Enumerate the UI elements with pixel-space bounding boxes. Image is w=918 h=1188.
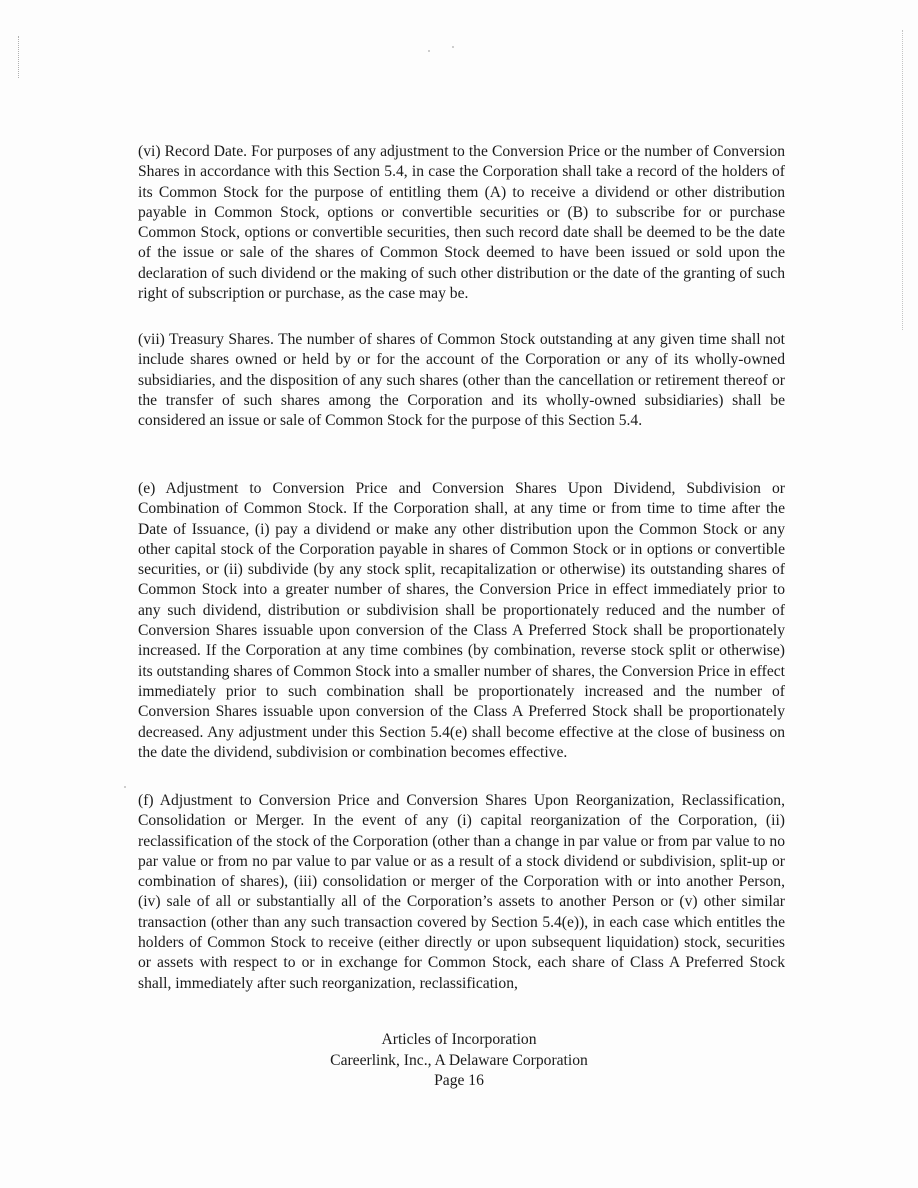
paragraph-reorganization-adjustment: (f) Adjustment to Conversion Price and Conversion Shares Upon Reorganization, Reclassification, Consolidation or Merger. In the event of any (i) capital reorganization of the Corporation, (ii) reclassification of the stock of the Corporation (other than a change in par value or from par value to no par value or from no par value to par value or as a result of a stock dividend or subdivision, split-up or combination of shares), (iii) consolidation or merger of the Corporation with or into another Person, (iv) sale of all or substantially all of the Corporation’s assets to another Person or (v) other similar transaction (other than any such transaction covered by Section 5.4(e)), in each case which entitles the holders of Common Stock to receive (either directly or upon subsequent liquidation) stock, securities or assets with respect to or in exchange for Common Stock, each share of Class A Preferred Stock shall, immediately after such reorganization, reclassification, <box>138 792 785 992</box>
footer-page-number: Page 16 <box>434 1072 484 1089</box>
scan-speck <box>452 46 454 48</box>
footer-company-name: Careerlink, Inc., A Delaware Corporation <box>330 1051 588 1069</box>
scan-speck <box>124 786 126 788</box>
scan-edge-left <box>18 36 20 78</box>
paragraph-treasury-shares: (vii) Treasury Shares. The number of shares of Common Stock outstanding at any given time shall not include shares owned or held by or for the account of the Corporation or any of its wholly-owned subsidiaries, and the disposition of any such shares (other than the cancellation or retirement thereof or the transfer of such shares among the Corporation and its wholly-owned subsidiaries) shall be considered an issue or sale of Common Stock for the purpose of this Section 5.4. <box>138 331 785 430</box>
scan-speck <box>428 50 430 52</box>
scan-edge-right <box>902 30 904 330</box>
footer-document-title: Articles of Incorporation <box>381 1031 537 1048</box>
paragraph-dividend-adjustment: (e) Adjustment to Conversion Price and Conversion Shares Upon Dividend, Subdivision or Combination of Common Stock. If the Corporation shall, at any time or from time to time after the Date of Issuance, (i) pay a dividend or make any other distribution upon the Common Stock or any other capital stock of the Corporation payable in shares of Common Stock or in options or convertible securities, or (ii) subdivide (by any stock split, recapitalization or otherwise) its outstanding shares of Common Stock into a greater number of shares, the Conversion Price in effect immediately prior to any such dividend, distribution or subdivision shall be proportionately reduced and the number of Conversion Shares issuable upon conversion of the Class A Preferred Stock shall be proportionately increased. If the Corporation at any time combines (by combination, reverse stock split or otherwise) its outstanding shares of Common Stock into a smaller number of shares, the Conversion Price in effect immediately prior to such combination shall be proportionately increased and the number of Conversion Shares issuable upon conversion of the Class A Preferred Stock shall be proportionately decreased. Any adjustment under this Section 5.4(e) shall become effective at the close of business on the date the dividend, subdivision or combination becomes effective. <box>138 480 785 761</box>
paragraph-record-date: (vi) Record Date. For purposes of any adjustment to the Conversion Price or the number of Conversion Shares in accordance with this Section 5.4, in case the Corporation shall take a record of the holders of its Common Stock for the purpose of entitling them (A) to receive a dividend or other distribution payable in Common Stock, options or convertible securities or (B) to subscribe for or purchase Common Stock, options or convertible securities, then such record date shall be deemed to be the date of the issue or sale of the shares of Common Stock deemed to have been issued or sold upon the declaration of such dividend or the making of such other distribution or the date of the granting of such right of subscription or purchase, as the case may be. <box>138 143 785 303</box>
page-footer <box>0 1030 918 1092</box>
